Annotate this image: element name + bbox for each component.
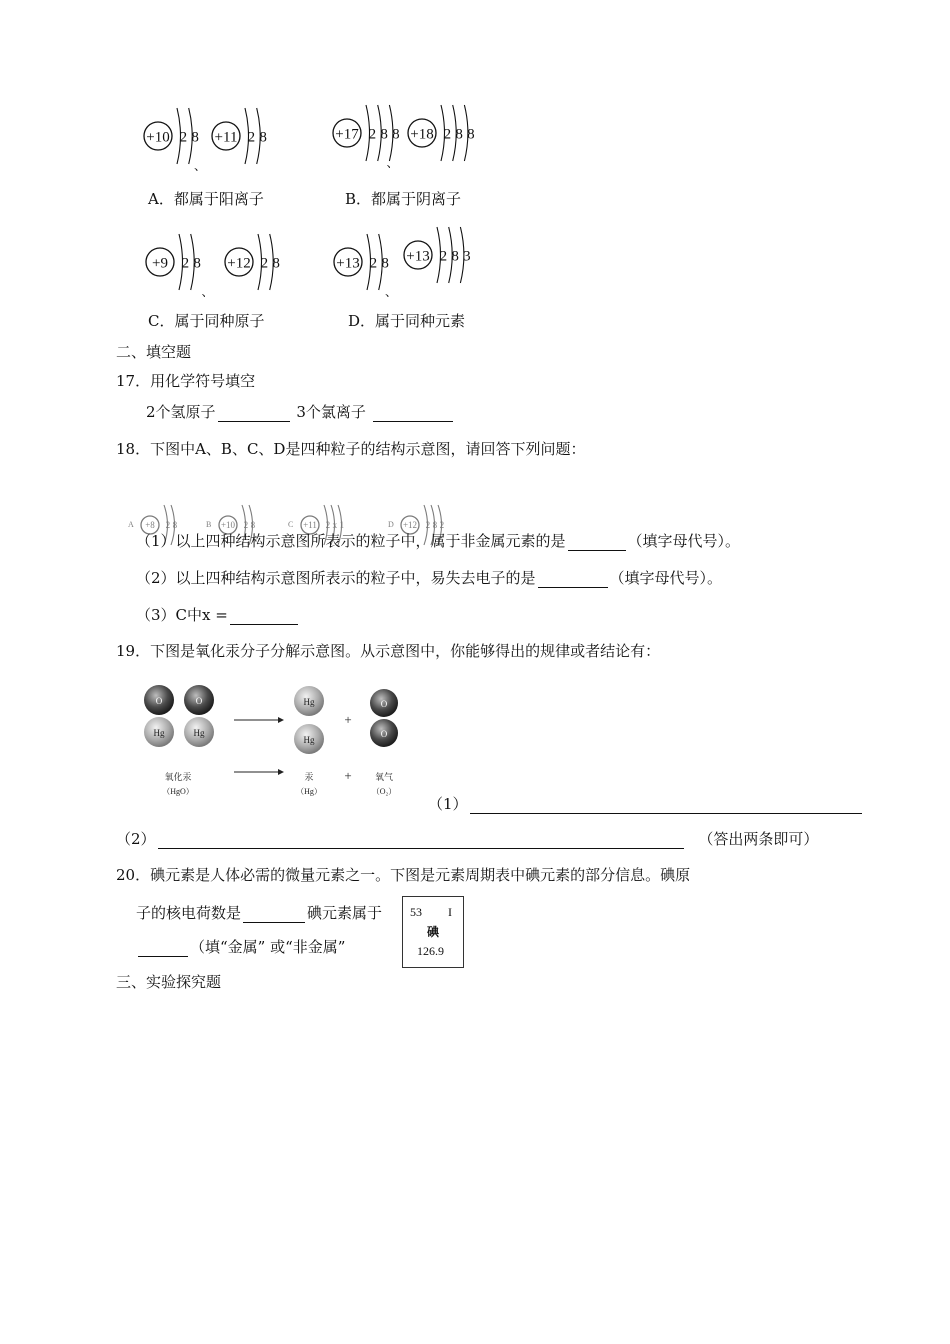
q18-sub2	[136, 567, 722, 588]
hgo-decomposition-diagram	[138, 684, 438, 804]
q16-diagrams	[0, 0, 950, 310]
q18-blank2[interactable]	[538, 571, 608, 588]
particle-letter: C	[288, 520, 294, 529]
q18-sub3	[136, 604, 300, 625]
option-a[interactable]: A．都属于阳离子	[148, 190, 264, 208]
separator-mark: 、	[386, 156, 399, 170]
q19-ans2-label: （2）	[116, 830, 156, 848]
shell-electron-count: 2	[181, 255, 190, 272]
iodine-element-card	[402, 896, 464, 968]
atomic-mass: 126.9	[417, 944, 444, 958]
nucleus-charge: +12	[227, 255, 251, 272]
section3-title: 三、实验探究题	[116, 973, 222, 991]
plus-sign: +	[344, 768, 352, 783]
q19-answer2	[116, 828, 818, 849]
label-hg-name: 汞	[304, 772, 314, 782]
shell-electron-count: 8	[250, 520, 256, 531]
atom-label-o: O	[195, 696, 203, 706]
q20-line2-tail: 碘元素属于	[307, 904, 383, 922]
shell-electron-count: 2	[369, 255, 378, 272]
atom-label-hg: Hg	[303, 735, 315, 745]
shell-electron-count: 8	[172, 520, 178, 531]
q20-blank2[interactable]	[138, 940, 188, 957]
atom-structure-diagram	[225, 234, 280, 290]
option-b[interactable]: B．都属于阴离子	[345, 190, 462, 208]
label-hgo-formula: （HgO）	[162, 787, 194, 796]
label-hgo-name: 氧化汞	[164, 772, 192, 782]
atom-structure-diagram	[334, 234, 389, 290]
nucleus-charge: +17	[335, 126, 359, 143]
atom-label-o: O	[380, 729, 388, 739]
separator-mark: 、	[201, 285, 214, 299]
element-symbol: I	[448, 905, 452, 919]
q20-line3	[136, 936, 345, 957]
shell-electron-count: 2	[439, 248, 448, 265]
atom-structure-diagram	[212, 108, 267, 164]
shell-electron-count: 2	[243, 520, 249, 531]
q18-stem: 18．下图中A、B、C、D是四种粒子的结构示意图，请回答下列问题：	[116, 440, 586, 458]
shell-electron-count: 8	[272, 255, 280, 272]
particle-letter: A	[128, 520, 134, 529]
atom-label-hg: Hg	[153, 728, 165, 738]
label-hg-formula: （Hg）	[296, 787, 322, 796]
q19-answer1	[428, 793, 864, 814]
shell-electron-count: 8	[455, 126, 463, 143]
shell-electron-count: 3	[463, 248, 471, 265]
shell-electron-count: 8	[381, 255, 389, 272]
q18-sub1	[136, 530, 740, 551]
element-name: 碘	[427, 925, 440, 939]
q17-stem: 17．用化学符号填空	[116, 372, 256, 390]
q17-blank2[interactable]	[373, 405, 453, 422]
atom-label-hg: Hg	[303, 697, 315, 707]
q20-stem: 20．碘元素是人体必需的微量元素之一。下图是元素周期表中碘元素的部分信息。碘原	[116, 866, 691, 884]
shell-electron-count: 2	[325, 520, 331, 531]
q20-line2-text: 子的核电荷数是	[136, 904, 242, 922]
nucleus-charge: +9	[152, 255, 168, 272]
q17-blank1[interactable]	[218, 405, 290, 422]
option-d[interactable]: D．属于同种元素	[348, 312, 466, 330]
atom-structure-diagram	[333, 105, 400, 161]
q18-blank3[interactable]	[230, 608, 298, 625]
shell-electron-count: 2	[247, 129, 256, 146]
q18-sub2-text: （2）以上四种结构示意图所表示的粒子中，易失去电子的是	[136, 569, 536, 587]
q18-sub1-note: （填字母代号）。	[627, 532, 741, 550]
shell-electron-count: 8	[392, 126, 400, 143]
atom-label-hg: Hg	[193, 728, 205, 738]
q17-answers	[146, 401, 455, 422]
shell-electron-count: 8	[432, 520, 438, 531]
shell-electron-count: 2	[425, 520, 431, 531]
shell-electron-count: 8	[193, 255, 201, 272]
shell-electron-count: 8	[191, 129, 199, 146]
shell-electron-count: 2	[439, 520, 445, 531]
shell-electron-count: 2	[165, 520, 171, 531]
label-o2-name: 氧气	[374, 772, 394, 782]
q19-blank2[interactable]	[158, 832, 684, 849]
particle-letter: B	[206, 520, 212, 529]
nucleus-charge: +10	[146, 129, 170, 146]
shell-electron-count: 2	[368, 126, 377, 143]
atom-structure-diagram	[144, 108, 199, 164]
atom-label-o: O	[155, 696, 163, 706]
q20-line3-text: （填“金属” 或“非金属”	[190, 938, 346, 956]
q19-ans1-label: （1）	[428, 795, 468, 813]
shell-electron-count: 8	[259, 129, 267, 146]
nucleus-charge: +13	[336, 255, 360, 272]
q19-note: （答出两条即可）	[698, 830, 819, 848]
arrow-head-icon	[278, 717, 284, 723]
nucleus-charge: +10	[220, 520, 236, 531]
nucleus-charge: +8	[145, 520, 155, 531]
nucleus-charge: +13	[406, 248, 430, 265]
nucleus-charge: +18	[410, 126, 434, 143]
section2-title: 二、填空题	[116, 343, 192, 361]
nucleus-charge: +12	[402, 520, 418, 531]
atom-label-o: O	[380, 699, 388, 709]
q17-part2: 3个氯离子	[296, 403, 366, 421]
nucleus-charge: +11	[214, 129, 238, 146]
shell-electron-count: 8	[380, 126, 388, 143]
q17-part1: 2个氢原子	[146, 403, 216, 421]
q19-blank1[interactable]	[470, 797, 862, 814]
q18-sub2-note: （填字母代号）。	[609, 569, 723, 587]
q18-sub1-text: （1）以上四种结构示意图所表示的粒子中，属于非金属元素的是	[136, 532, 566, 550]
q18-blank1[interactable]	[568, 534, 626, 551]
nucleus-charge: +11	[303, 520, 317, 531]
separator-mark: 、	[193, 159, 207, 173]
q20-line2	[136, 902, 382, 923]
shell-electron-count: 8	[467, 126, 475, 143]
atom-structure-diagram	[146, 234, 201, 290]
atomic-number: 53	[410, 905, 422, 919]
shell-electron-count: 8	[451, 248, 459, 265]
q18-sub3-text: （3）C中x =	[136, 606, 228, 624]
plus-sign: +	[344, 712, 352, 727]
atom-structure-diagram	[404, 227, 471, 283]
particle-letter: D	[388, 520, 394, 529]
shell-electron-count: 2	[179, 129, 188, 146]
atom-structure-diagram	[408, 105, 475, 161]
q20-blank1[interactable]	[243, 906, 305, 923]
q19-stem: 19．下图是氧化汞分子分解示意图。从示意图中，你能够得出的规律或者结论有：	[116, 642, 661, 660]
shell-electron-count: 2	[260, 255, 269, 272]
shell-electron-count: 1	[339, 520, 345, 531]
arrow-head-icon	[278, 769, 284, 775]
separator-mark: 、	[384, 285, 398, 299]
label-o2-formula: （O₂）	[371, 787, 397, 796]
option-c[interactable]: C．属于同种原子	[148, 312, 265, 330]
shell-electron-count: x	[332, 520, 338, 531]
shell-electron-count: 2	[443, 126, 452, 143]
